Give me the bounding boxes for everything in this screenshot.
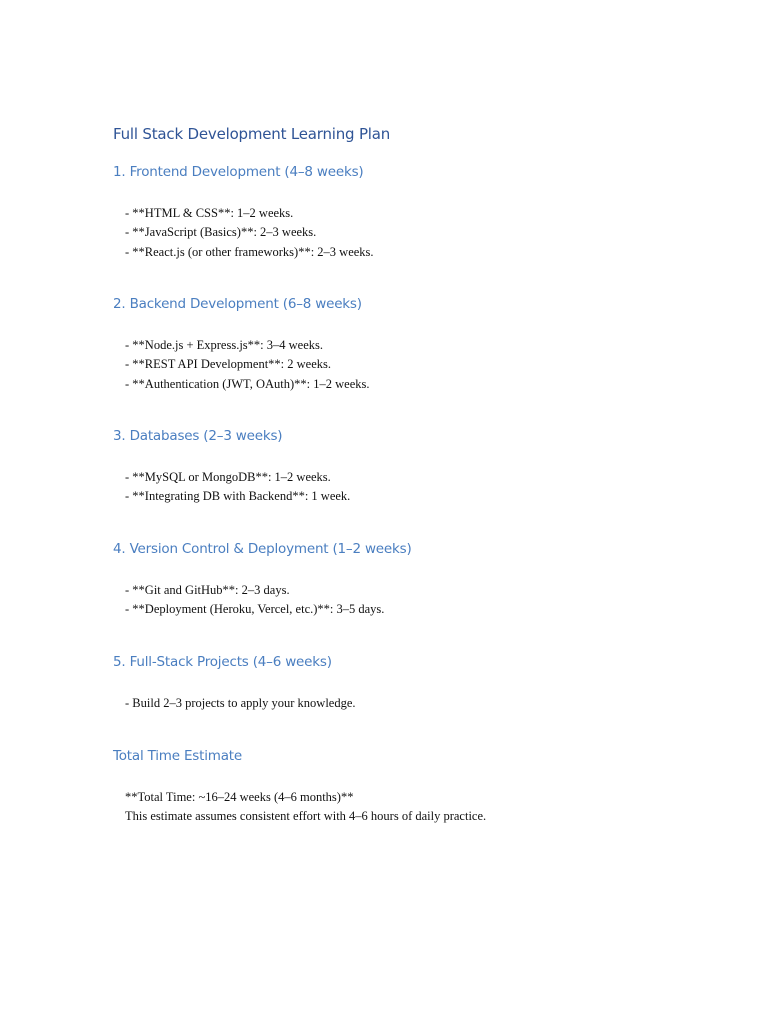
section-list-backend <box>125 336 370 394</box>
list-item: - **REST API Development**: 2 weeks. <box>125 357 331 372</box>
list-item: - **Integrating DB with Backend**: 1 week. <box>125 489 351 504</box>
section-list-total-time <box>125 788 486 827</box>
document-title: Full Stack Development Learning Plan <box>113 125 391 143</box>
list-item: - **HTML & CSS**: 1–2 weeks. <box>125 206 294 220</box>
list-item: - **Authentication (JWT, OAuth)**: 1–2 weeks. <box>125 376 370 391</box>
list-item: - **Node.js + Express.js**: 3–4 weeks. <box>125 338 323 352</box>
list-item: - **Git and GitHub**: 2–3 days. <box>125 583 290 597</box>
total-time-line: **Total Time: ~16–24 weeks (4–6 months)** <box>125 790 354 804</box>
section-heading-version-control: 4. Version Control & Deployment (1–2 weeks) <box>113 541 412 557</box>
section-list-databases <box>125 468 350 507</box>
section-heading-projects: 5. Full-Stack Projects (4–6 weeks) <box>113 654 332 670</box>
section-heading-databases: 3. Databases (2–3 weeks) <box>113 428 283 444</box>
list-item: - **React.js (or other frameworks)**: 2–3 weeks. <box>125 244 374 259</box>
list-item: - Build 2–3 projects to apply your knowledge. <box>125 696 356 710</box>
section-heading-total-time: Total Time Estimate <box>113 748 242 764</box>
section-heading-backend: 2. Backend Development (6–8 weeks) <box>113 296 362 312</box>
list-item: - **JavaScript (Basics)**: 2–3 weeks. <box>125 225 317 240</box>
section-heading-frontend: 1. Frontend Development (4–8 weeks) <box>113 164 364 180</box>
list-item: - **Deployment (Heroku, Vercel, etc.)**: 3–5 days. <box>125 602 385 617</box>
list-item: - **MySQL or MongoDB**: 1–2 weeks. <box>125 470 331 484</box>
section-list-frontend <box>125 204 374 262</box>
estimate-note: This estimate assumes consistent effort with 4–6 hours of daily practice. <box>125 809 487 824</box>
section-list-version-control <box>125 581 384 620</box>
section-list-projects <box>125 694 356 713</box>
